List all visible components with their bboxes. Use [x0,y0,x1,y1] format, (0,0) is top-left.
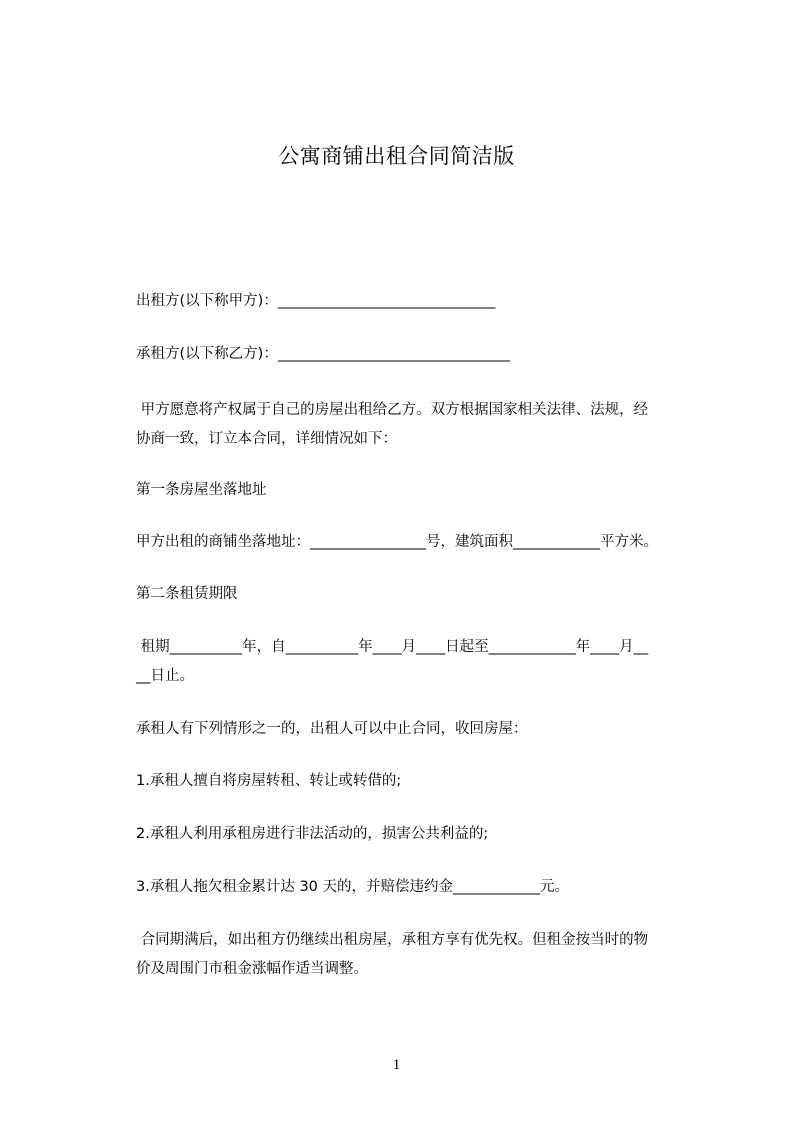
term-line-1: 租期__________年，自__________年____月____日起至____________年____月__ [136,639,649,655]
intro-line-1: 甲方愿意将产权属于自己的房屋出租给乙方。双方根据国家相关法律、法规，经 [136,402,649,418]
page-number: 1 [392,1057,401,1073]
clause-3: 3.承租人拖欠租金累计达 30 天的，并赔偿违约金____________元。 [136,879,570,895]
term-paragraph [136,633,701,691]
intro-paragraph [136,396,701,454]
term-line-2: __日止。 [136,668,194,684]
article-1-heading: 第一条房屋坐落地址 [136,482,267,498]
clause-2: 2.承租人利用承租房进行非法活动的，损害公共利益的; [136,826,489,842]
lessee-line: 承租方(以下称乙方)：________________________________ [136,346,510,362]
document-title: 公寓商铺出租合同简洁版 [278,144,515,168]
renewal-line-2: 价及周围门市租金涨幅作适当调整。 [136,961,368,977]
article-2-heading: 第二条租赁期限 [136,586,238,602]
intro-line-2: 协商一致，订立本合同，详细情况如下： [136,431,397,447]
lessor-line: 出租方(以下称甲方)：______________________________ [136,293,496,309]
clause-1: 1.承租人擅自将房屋转租、转让或转借的; [136,773,402,789]
termination-intro: 承租人有下列情形之一的，出租人可以中止合同，收回房屋： [136,721,528,737]
renewal-paragraph [136,926,701,984]
article-1-text: 甲方出租的商铺坐落地址：________________号，建筑面积____________平方米。 [136,534,658,550]
renewal-line-1: 合同期满后，如出租方仍继续出租房屋，承租方享有优先权。但租金按当时的物 [136,932,649,948]
